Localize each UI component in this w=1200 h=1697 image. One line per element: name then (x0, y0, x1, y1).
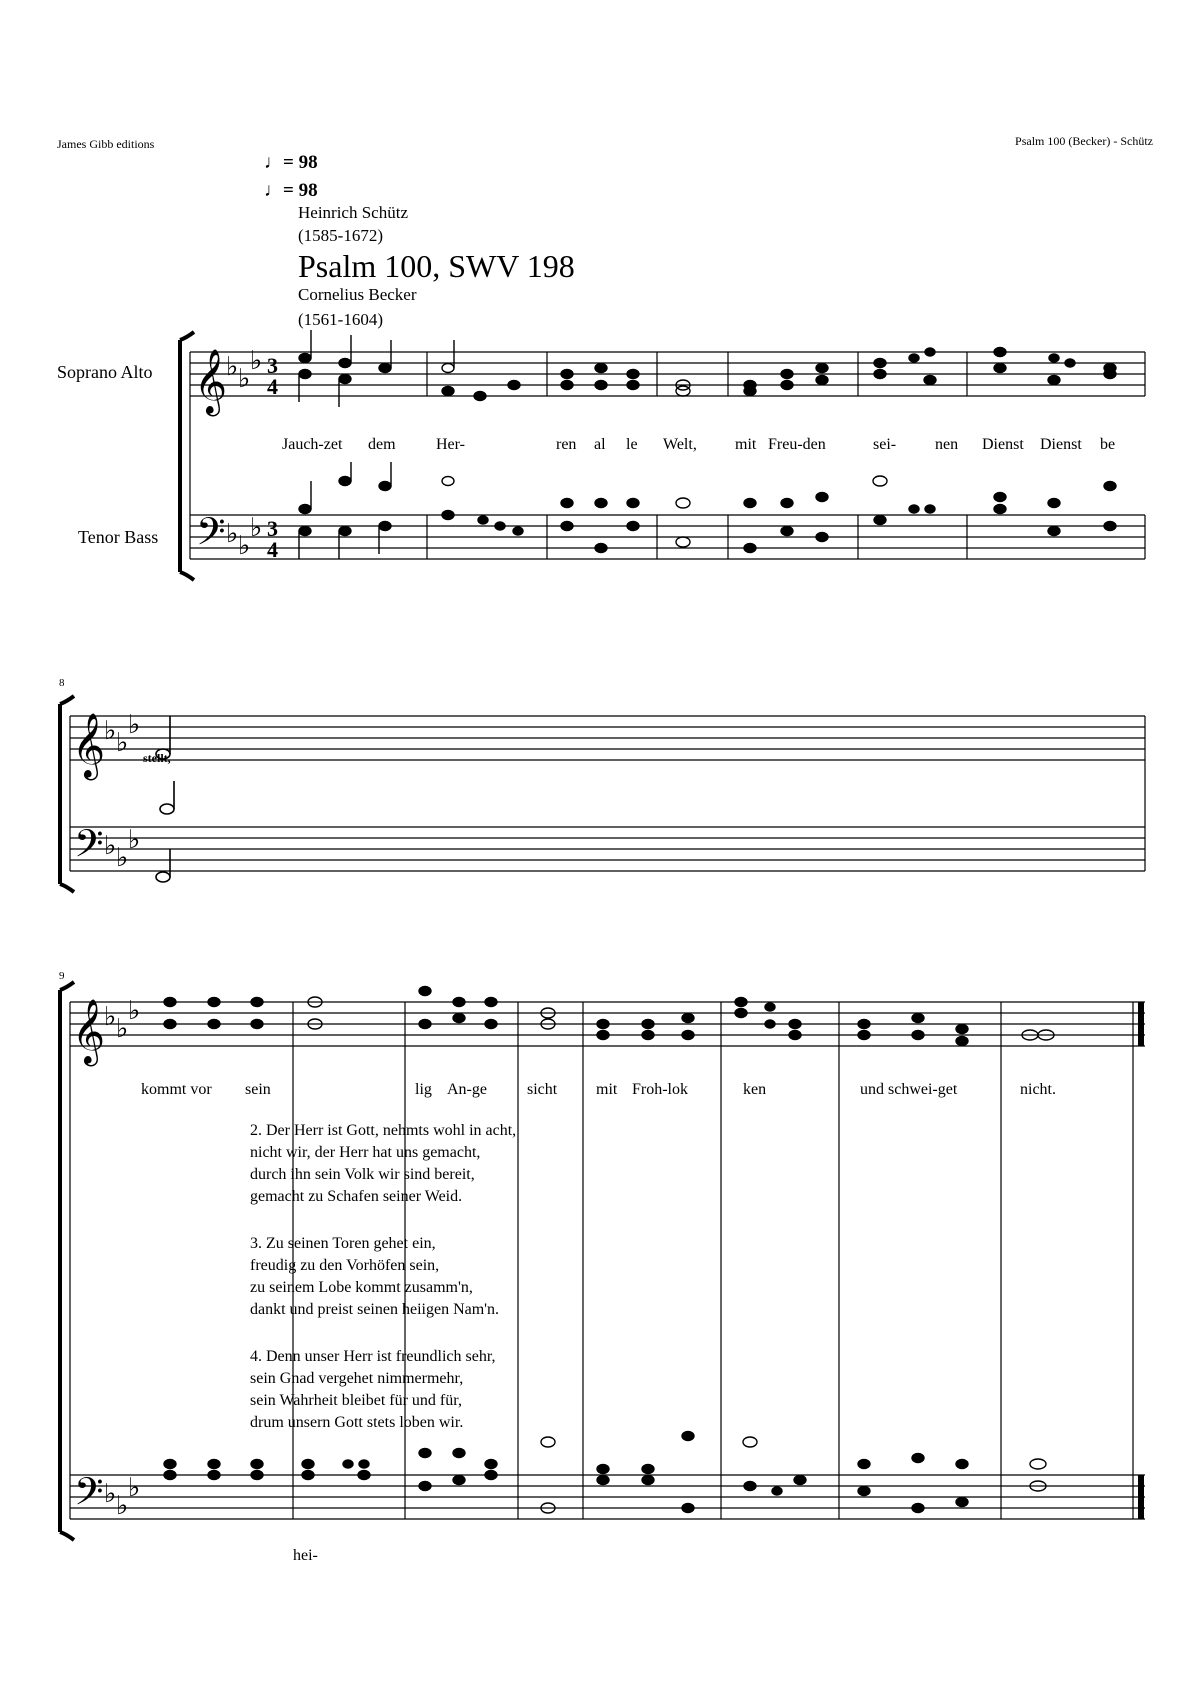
svg-text:♭: ♭ (128, 825, 141, 855)
lyric-syllable: al (594, 436, 606, 453)
svg-text:♭: ♭ (238, 364, 251, 394)
svg-text:♭: ♭ (104, 1002, 117, 1032)
header-right: Psalm 100 (Becker) - Schütz (1015, 134, 1153, 148)
svg-text:♭: ♭ (128, 1473, 141, 1503)
staff-tenor-bass-1 (190, 515, 1145, 559)
svg-text:♭: ♭ (116, 843, 129, 873)
svg-text:♭: ♭ (116, 1014, 129, 1044)
tempo-mark: ♩= 98 (264, 180, 318, 201)
lyric-syllable: An-ge (447, 1081, 487, 1098)
instrument-label-lower: Tenor Bass (78, 527, 159, 547)
lyric-syllable: Freu-den (768, 436, 826, 453)
svg-text:♭: ♭ (104, 1479, 117, 1509)
instrument-label-upper: Soprano Alto (57, 362, 153, 382)
lyric-syllable: Welt, (663, 436, 697, 453)
svg-text:𝄢: 𝄢 (74, 1469, 104, 1523)
lyric-syllable: hei- (293, 1547, 318, 1564)
staff-soprano-alto-1 (190, 352, 1145, 396)
verse-2: 2. Der Herr ist Gott, nehmts wohl in acht, nicht wir, der Herr hat uns gemacht, durch ihn sein Volk wir sind bereit, gemacht zu Schafen seiner Weid. (250, 1122, 517, 1205)
svg-text:𝄞: 𝄞 (194, 349, 228, 414)
measure-number: 9 (59, 970, 65, 982)
lyric-syllable: lig (415, 1081, 432, 1098)
svg-text:𝄢: 𝄢 (74, 821, 104, 875)
lyric-syllable: sicht (527, 1081, 558, 1098)
svg-text:♭: ♭ (128, 996, 141, 1026)
lyric-syllable: nicht. (1020, 1081, 1056, 1098)
lyric-syllable: mit (596, 1081, 618, 1098)
lyricist-name: Cornelius Becker (298, 285, 417, 304)
lyric-syllable: stellt, (143, 751, 171, 765)
lyric-syllable: kommt vor (141, 1081, 212, 1098)
svg-text:4: 4 (267, 374, 278, 399)
lyric-syllable: Dienst (982, 436, 1024, 453)
svg-text:𝄞: 𝄞 (72, 713, 106, 778)
svg-text:3: 3 (267, 516, 278, 541)
quarter-note-icon: ♩ (264, 180, 283, 201)
quarter-note-icon: ♩ (264, 152, 283, 173)
lyric-syllable: ren (556, 436, 577, 453)
page-title: Psalm 100, SWV 198 (298, 248, 575, 284)
lyric-syllable: ken (743, 1081, 767, 1098)
lyric-syllable: und schwei-get (860, 1081, 958, 1098)
svg-text:𝄞: 𝄞 (72, 999, 106, 1064)
tempo-mark: ♩= 98 (264, 152, 318, 173)
lyric-syllable: mit (735, 436, 757, 453)
lyric-syllable: Jauch-zet (282, 436, 343, 453)
measure-number: 8 (59, 677, 65, 689)
svg-text:𝄢: 𝄢 (196, 509, 226, 563)
svg-text:♭: ♭ (128, 710, 141, 740)
svg-text:4: 4 (267, 537, 278, 562)
svg-text:♭: ♭ (116, 1491, 129, 1521)
svg-text:♭: ♭ (226, 519, 239, 549)
svg-text:♭: ♭ (250, 513, 263, 543)
svg-text:♭: ♭ (250, 346, 263, 376)
composer-name: Heinrich Schütz (298, 203, 408, 222)
lyric-syllable: Her- (436, 436, 465, 453)
svg-text:♭: ♭ (116, 728, 129, 758)
verse-3: 3. Zu seinen Toren gehet ein, freudig zu den Vorhöfen sein, zu seinem Lobe kommt zusamm'n, dankt und preist seinen heiigen Nam'n. (250, 1235, 500, 1318)
svg-text:♭: ♭ (104, 831, 117, 861)
svg-text:♭: ♭ (226, 352, 239, 382)
svg-text:♭: ♭ (238, 531, 251, 561)
svg-text:♭: ♭ (104, 716, 117, 746)
lyric-syllable: sein (245, 1081, 271, 1098)
svg-text:3: 3 (267, 353, 278, 378)
lyric-syllable: sei- (873, 436, 897, 453)
lyric-syllable: be (1100, 436, 1116, 453)
composer-dates: (1585-1672) (298, 226, 383, 245)
lyric-syllable: nen (935, 436, 959, 453)
lyricist-dates: (1561-1604) (298, 310, 383, 329)
lyric-syllable: dem (368, 436, 396, 453)
lyric-syllable: le (626, 436, 638, 453)
header-left: James Gibb editions (57, 137, 155, 151)
lyric-syllable: Dienst (1040, 436, 1082, 453)
lyric-syllable: Froh-lok (632, 1081, 688, 1098)
verse-4: 4. Denn unser Herr ist freundlich sehr, sein Gnad vergehet nimmermehr, sein Wahrheit bleibet für und für, drum unsern Gott stets loben wir. (250, 1348, 496, 1431)
